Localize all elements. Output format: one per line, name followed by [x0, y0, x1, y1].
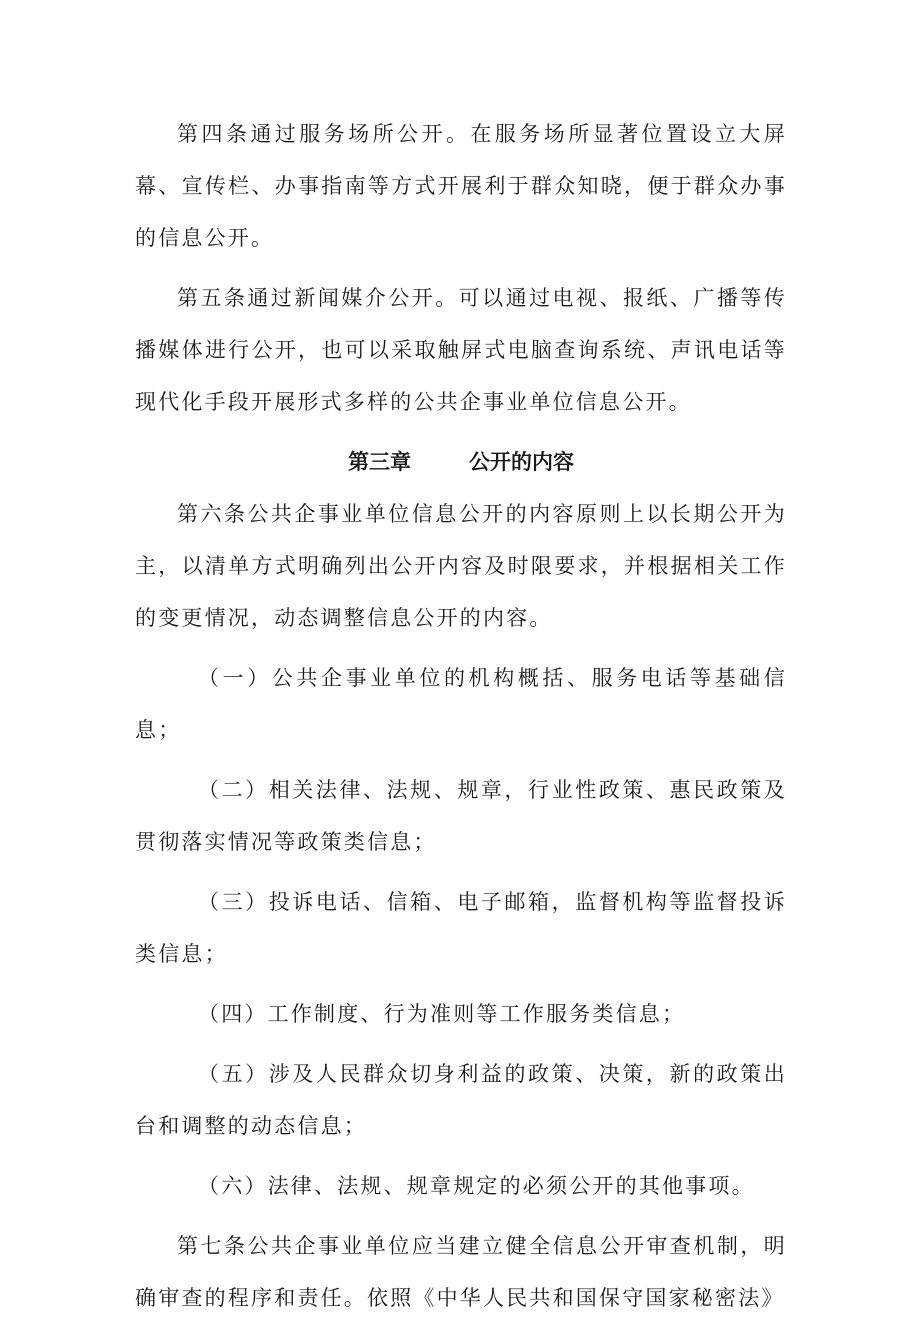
paragraph-gap — [135, 1152, 787, 1160]
paragraph-gap — [135, 644, 787, 652]
article-4-paragraph: 第四条通过服务场所公开。在服务场所显著位置设立大屏幕、宣传栏、办事指南等方式开展利于群众知晓，便于群众办事的信息公开。 — [135, 122, 787, 250]
chapter-title: 公开的内容 — [469, 450, 574, 474]
list-item: （六）法律、法规、规章规定的必须公开的其他事项。 — [198, 1174, 755, 1198]
list-item: （一）公共企事业单位的机构概括、服务电话等基础信息； — [135, 666, 787, 742]
article-7-paragraph: 第七条公共企事业单位应当建立健全信息公开审查机制，明确审查的程序和责任。依照《中华人民共和国保守国家秘密法》 — [135, 1234, 787, 1310]
paragraph-gap — [135, 428, 787, 436]
document-body — [135, 108, 787, 1324]
paragraph-gap — [135, 868, 787, 876]
list-item: （三）投诉电话、信箱、电子邮箱，监督机构等监督投诉类信息； — [135, 890, 787, 966]
paragraph-gap — [135, 1040, 787, 1048]
list-item: （五）涉及人民群众切身利益的政策、决策，新的政策出台和调整的动态信息； — [135, 1062, 787, 1138]
chapter-number: 第三章 — [348, 450, 411, 474]
list-item: （二）相关法律、法规、规章，行业性政策、惠民政策及贯彻落实情况等政策类信息； — [135, 778, 787, 854]
list-item: （四）工作制度、行为准则等工作服务类信息； — [198, 1002, 686, 1026]
chapter-heading — [135, 436, 787, 488]
article-5-paragraph: 第五条通过新闻媒介公开。可以通过电视、报纸、广播等传播媒体进行公开，也可以采取触屏式电脑查询系统、声讯电话等现代化手段开展形式多样的公共企事业单位信息公开。 — [135, 286, 787, 414]
paragraph-gap — [135, 1212, 787, 1220]
paragraph-gap — [135, 264, 787, 272]
article-6-paragraph: 第六条公共企事业单位信息公开的内容原则上以长期公开为主，以清单方式明确列出公开内容及时限要求，并根据相关工作的变更情况，动态调整信息公开的内容。 — [135, 502, 787, 630]
paragraph-gap — [135, 756, 787, 764]
paragraph-gap — [135, 980, 787, 988]
